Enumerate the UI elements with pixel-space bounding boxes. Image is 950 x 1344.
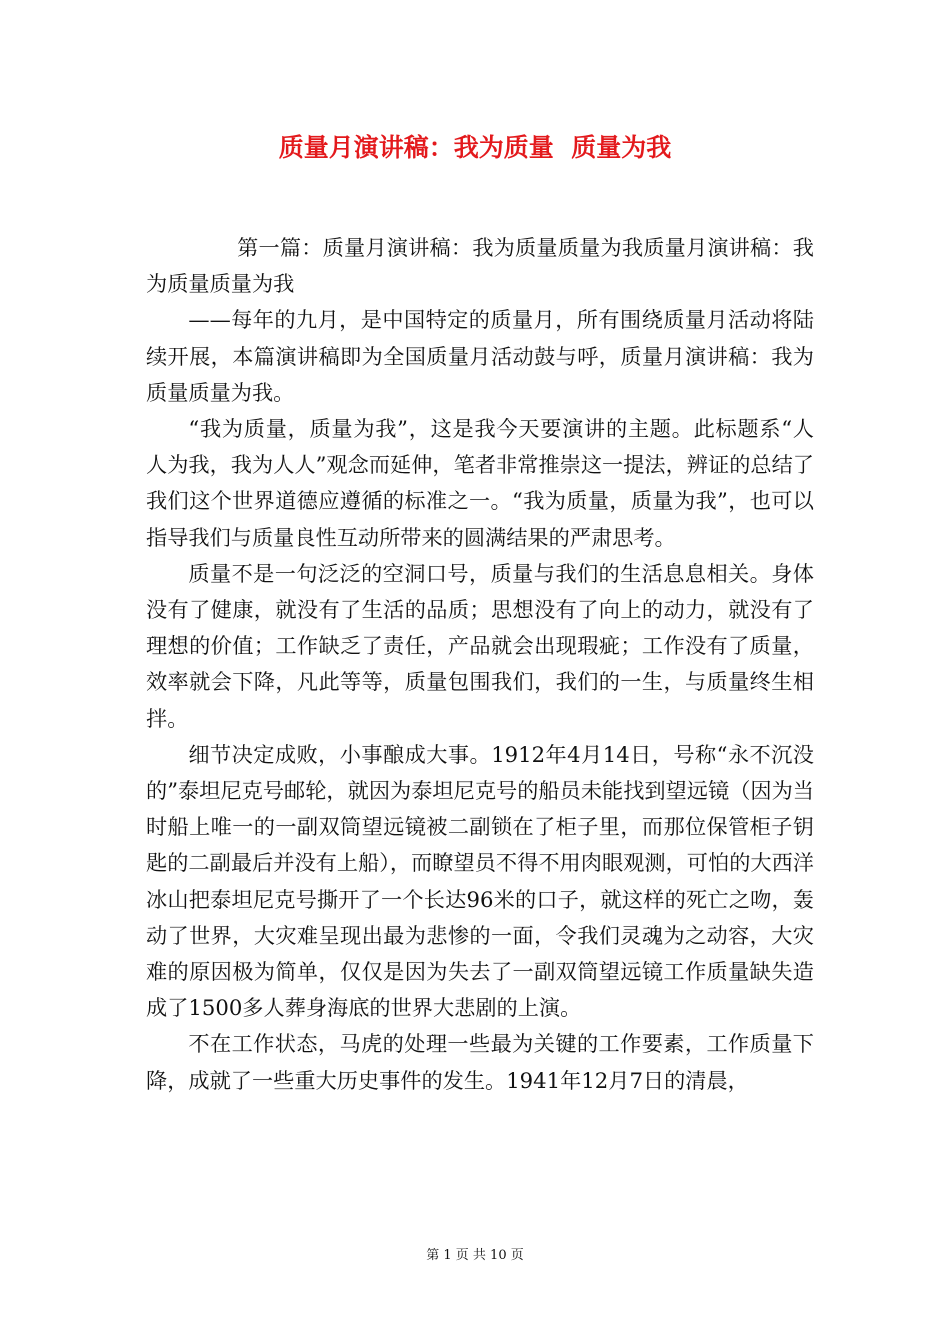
document-body: [146, 230, 814, 1099]
paragraph-1: 第一篇：质量月演讲稿：我为质量质量为我质量月演讲稿：我为质量质量为我: [146, 235, 814, 297]
paragraph-2: ——每年的九月，是中国特定的质量月，所有围绕质量月活动将陆续开展，本篇演讲稿即为全国质量月活动鼓与呼，质量月演讲稿：我为质量质量为我。: [146, 307, 814, 405]
document-title: 质量月演讲稿：我为质量 质量为我: [278, 133, 672, 162]
page-number-footer: 第 1 页 共 10 页: [426, 1248, 524, 1263]
paragraph-4: 质量不是一句泛泛的空洞口号，质量与我们的生活息息相关。身体没有了健康，就没有了生活的品质；思想没有了向上的动力，就没有了理想的价值；工作缺乏了责任，产品就会出现瑕疵；工作没有了质量，效率就会下降，凡此等等，质量包围我们，我们的一生，与质量终生相拌。: [146, 560, 814, 731]
paragraph-6: 不在工作状态，马虎的处理一些最为关键的工作要素，工作质量下降，成就了一些重大历史事件的发生。1941年12月7日的清晨，: [146, 1031, 814, 1093]
paragraph-3: “我为质量，质量为我”，这是我今天要演讲的主题。此标题系“人人为我，我为人人”观念而延伸，笔者非常推崇这一提法，辨证的总结了我们这个世界道德应遵循的标准之一。“我为质量，质量为我”，也可以指导我们与质量良性互动所带来的圆满结果的严肃思考。: [146, 416, 814, 550]
paragraph-5: 细节决定成败，小事酿成大事。1912年4月14日，号称“永不沉没的”泰坦尼克号邮轮，就因为泰坦尼克号的船员未能找到望远镜（因为当时船上唯一的一副双筒望远镜被二副锁在了柜子里，而那位保管柜子钥匙的二副最后并没有上船），而瞭望员不得不用肉眼观测，可怕的大西洋冰山把泰坦尼克号撕开了一个长达96米的口子，就这样的死亡之吻，轰动了世界，大灾难呈现出最为悲惨的一面，令我们灵魂为之动容，大灾难的原因极为简单，仅仅是因为失去了一副双筒望远镜工作质量缺失造成了1500多人葬身海底的世界大悲剧的上演。: [146, 741, 814, 1021]
